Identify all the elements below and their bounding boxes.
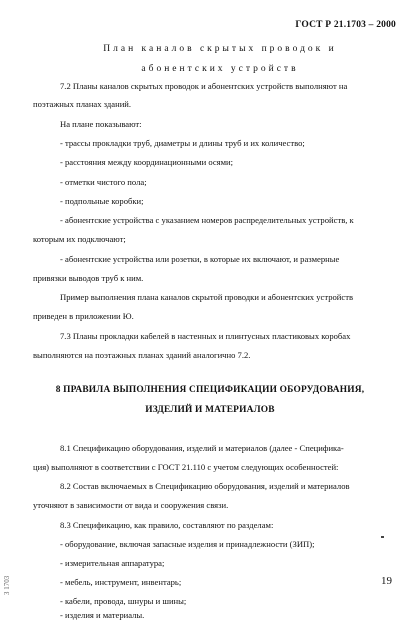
list-item: - изделия и материалы. [60, 610, 145, 620]
paragraph-7-3-line-2: выполняются на поэтажных планах зданий аналогично 7.2. [33, 350, 251, 360]
section-title-line-1: 8 ПРАВИЛА ВЫПОЛНЕНИЯ СПЕЦИФИКАЦИИ ОБОРУДОВАНИЯ, [55, 385, 365, 395]
paragraph-8-1-line-2: ция) выполняют в соответствии с ГОСТ 21.110 с учетом следующих особенностей: [33, 462, 339, 472]
scan-speck [381, 536, 384, 538]
list-item-continuation: привязки выводов труб к ним. [33, 273, 144, 283]
margin-mark: З 1703 [3, 575, 11, 595]
plan-shows-intro: На плане показывают: [60, 119, 142, 129]
example-paragraph-line-1: Пример выполнения плана каналов скрытой проводки и абонентских устройств [60, 292, 354, 302]
paragraph-8-3: 8.3 Спецификацию, как правило, составляют по разделам: [60, 520, 274, 530]
list-item: - абонентские устройства с указанием номеров распределительных устройств, к [60, 215, 354, 225]
page-number: 19 [381, 575, 392, 587]
list-item: - измерительная аппаратура; [60, 558, 165, 568]
list-item: - отметки чистого пола; [60, 177, 147, 187]
list-item: - расстояния между координационными осями; [60, 157, 234, 167]
list-item: - кабели, провода, шнуры и шины; [60, 596, 187, 606]
list-item: - абонентские устройства или розетки, в которые их включают, и размерные [60, 254, 340, 264]
example-paragraph-line-2: приведен в приложении Ю. [33, 311, 134, 321]
paragraph-8-2-line-1: 8.2 Состав включаемых в Спецификацию оборудования, изделий и материалов [60, 481, 350, 491]
document-header: ГОСТ Р 21.1703 – 2000 [295, 20, 396, 30]
paragraph-7-2-line-1: 7.2 Планы каналов скрытых проводок и абонентских устройств выполняют на [60, 81, 348, 91]
list-item: - мебель, инструмент, инвентарь; [60, 577, 182, 587]
list-item-continuation: которым их подключают; [33, 234, 126, 244]
paragraph-8-1-line-1: 8.1 Спецификацию оборудования, изделий и материалов (далее - Специфика- [60, 443, 344, 453]
list-item: - подпольные коробки; [60, 196, 144, 206]
subsection-title-line-1: План каналов скрытых проводок и [103, 44, 337, 54]
list-item: - трассы прокладки труб, диаметры и длины труб и их количество; [60, 138, 305, 148]
paragraph-8-2-line-2: уточняют в зависимости от вида и сооружения связи. [33, 500, 229, 510]
paragraph-7-2-line-2: поэтажных планах зданий. [33, 99, 132, 109]
subsection-title-line-2: абонентских устройств [141, 64, 299, 74]
list-item: - оборудование, включая запасные изделия и принадлежности (ЗИП); [60, 539, 315, 549]
paragraph-7-3-line-1: 7.3 Планы прокладки кабелей в настенных и плинтусных пластиковых коробах [60, 331, 351, 341]
section-title-line-2: ИЗДЕЛИЙ И МАТЕРИАЛОВ [145, 405, 275, 415]
